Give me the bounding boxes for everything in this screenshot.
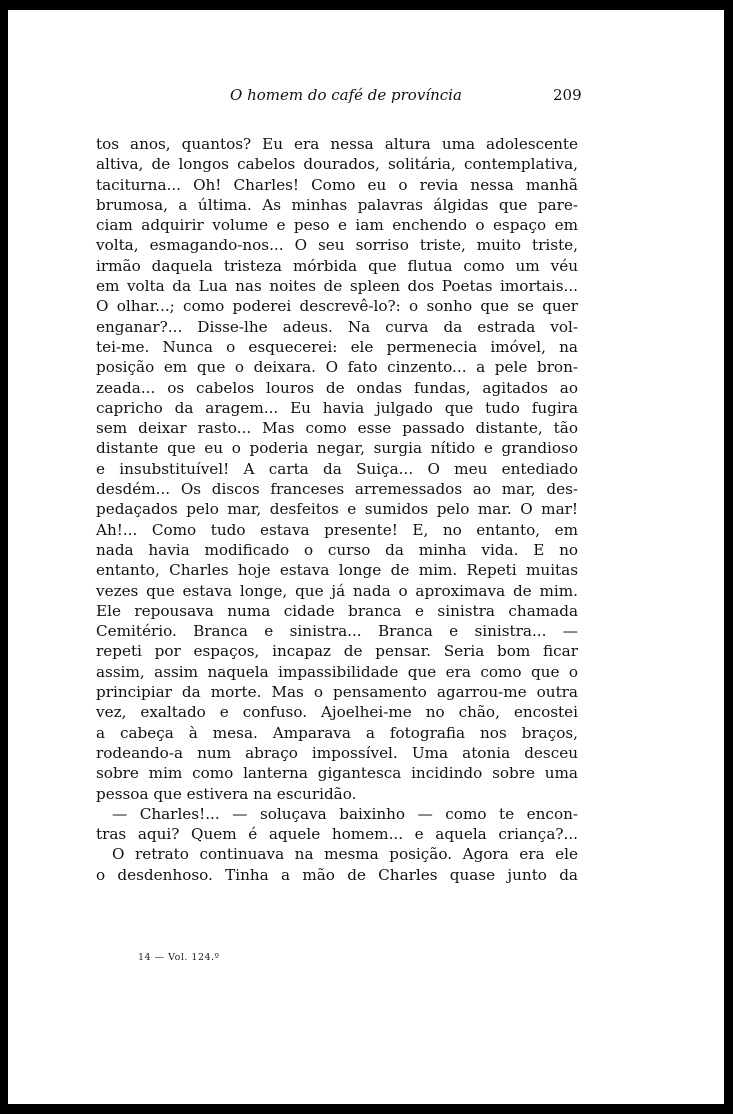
text-line: enganar?... Disse-lhe adeus. Na curva da estrada vol- — [96, 317, 578, 336]
text-line: vez, exaltado e confuso. Ajoelhei-me no chão, encostei — [96, 703, 578, 722]
page-header — [8, 86, 724, 110]
text-line: altiva, de longos cabelos dourados, solitária, contemplativa, — [96, 155, 578, 174]
text-line: posição em que o deixara. O fato cinzento... a pele bron- — [96, 358, 578, 377]
text-line: a cabeça à mesa. Amparava a fotografia nos braços, — [96, 723, 578, 742]
text-line: taciturna... Oh! Charles! Como eu o revia nessa manhã — [96, 175, 578, 194]
page-number: 209 — [553, 86, 582, 104]
text-line: O olhar...; como poderei descrevê-lo?: o sonho que se quer — [96, 297, 578, 316]
signature-mark: 14 — Vol. 124.º — [138, 952, 220, 963]
text-line: volta, esmagando-nos... O seu sorriso triste, muito triste, — [96, 236, 578, 255]
text-line: O retrato continuava na mesma posição. Agora era ele — [112, 845, 578, 864]
text-line: brumosa, a última. As minhas palavras álgidas que pare- — [96, 195, 578, 214]
text-line: vezes que estava longe, que já nada o aproximava de mim. — [96, 581, 578, 600]
text-line: entanto, Charles hoje estava longe de mim. Repeti muitas — [96, 561, 578, 580]
text-line: tos anos, quantos? Eu era nessa altura uma adolescente — [96, 135, 578, 153]
text-line: rodeando-a num abraço impossível. Uma atonia desceu — [96, 743, 578, 762]
text-line: e insubstituível! A carta da Suiça... O meu entediado — [96, 459, 578, 478]
text-line: nada havia modificado o curso da minha vida. E no — [96, 540, 578, 559]
text-line: sem deixar rasto... Mas como esse passado distante, tão — [96, 419, 578, 438]
text-line: repeti por espaços, incapaz de pensar. Seria bom ficar — [96, 642, 578, 661]
text-line: tei-me. Nunca o esquecerei: ele permenecia imóvel, na — [96, 337, 578, 356]
text-line: Ah!... Como tudo estava presente! E, no entanto, em — [96, 520, 578, 539]
running-title: O homem do café de província — [230, 86, 462, 104]
text-line: sobre mim como lanterna gigantesca incidindo sobre uma — [96, 764, 578, 783]
text-line: irmão daquela tristeza mórbida que flutua como um véu — [96, 256, 578, 275]
text-line: Ele repousava numa cidade branca e sinistra chamada — [96, 601, 578, 620]
book-page — [8, 10, 724, 1104]
text-line: pessoa que estivera na escuridão. — [96, 784, 357, 803]
text-line: capricho da aragem... Eu havia julgado que tudo fugira — [96, 398, 578, 417]
text-line: pedaçados pelo mar, desfeitos e sumidos pelo mar. O mar! — [96, 500, 578, 519]
text-line: ciam adquirir volume e peso e iam enchendo o espaço em — [96, 216, 578, 235]
text-line: zeada... os cabelos louros de ondas fundas, agitados ao — [96, 378, 578, 397]
text-line: desdém... Os discos franceses arremessados ao mar, des- — [96, 480, 578, 499]
text-line: em volta da Lua nas noites de spleen dos Poetas imortais... — [96, 277, 578, 296]
text-line: o desdenhoso. Tinha a mão de Charles quase junto da — [96, 865, 578, 884]
text-line: tras aqui? Quem é aquele homem... e aquela criança?... — [96, 825, 578, 844]
body-text — [96, 134, 578, 885]
text-line: distante que eu o poderia negar, surgia nítido e grandioso — [96, 439, 578, 458]
text-line: principiar da morte. Mas o pensamento agarrou-me outra — [96, 683, 578, 702]
text-line: — Charles!... — soluçava baixinho — como te encon- — [112, 804, 578, 823]
text-line: Cemitério. Branca e sinistra... Branca e sinistra... — — [96, 622, 578, 641]
text-line: assim, assim naquela impassibilidade que era como que o — [96, 662, 578, 681]
